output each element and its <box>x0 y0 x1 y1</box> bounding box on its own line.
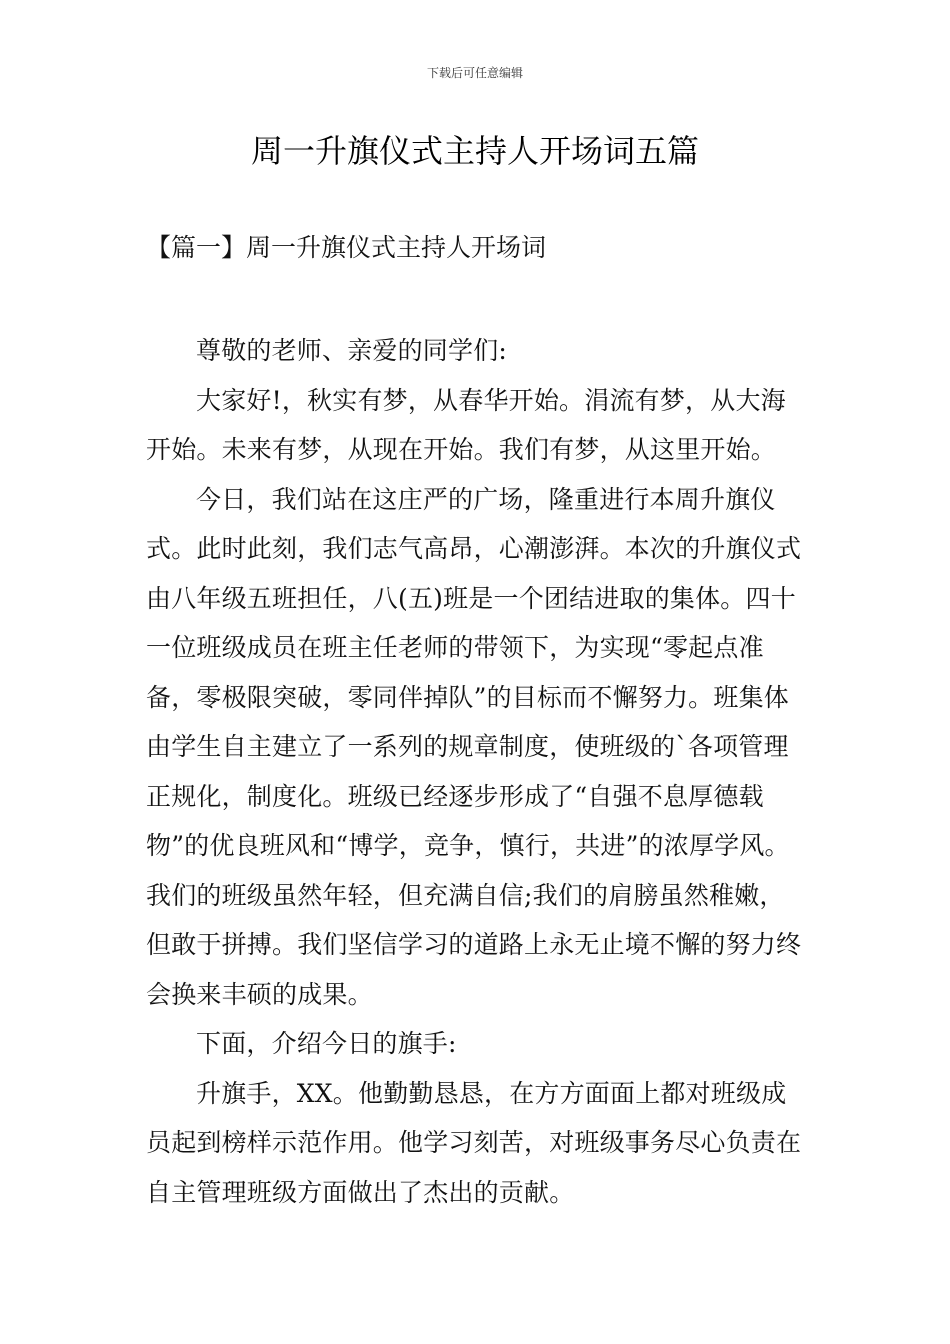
paragraph-class-introduction: 今日，我们站在这庄严的广场，隆重进行本周升旗仪式。此时此刻，我们志气高昂，心潮澎湃。本次的升旗仪式由八年级五班担任，八(五)班是一个团结进取的集体。四十一位班级成员在班主任老师的带领下，为实现“零起点准备，零极限突破，零同伴掉队”的目标而不懈努力。班集体由学生自主建立了一系列的规章制度，使班级的`各项管理正规化，制度化。班级已经逐步形成了“自强不息厚德载物”的优良班风和“博学，竞争，慎行，共进”的浓厚学风。我们的班级虽然年轻，但充满自信;我们的肩膀虽然稚嫩，但敢于拼搏。我们坚信学习的道路上永无止境不懈的努力终会换来丰硕的成果。 <box>146 484 802 1009</box>
document-title: 周一升旗仪式主持人开场词五篇 <box>250 132 699 170</box>
paragraph-flag-bearer-intro: 下面，介绍今日的旗手: <box>196 1029 457 1058</box>
paragraph-flag-bearer: 升旗手，XX。他勤勤恳恳，在方方面面上都对班级成员起到榜样示范作用。他学习刻苦，对班级事务尽心负责在自主管理班级方面做出了杰出的贡献。 <box>146 1078 802 1207</box>
document-body <box>146 326 806 1217</box>
header-note: 下载后可任意编辑 <box>426 66 523 80</box>
section-heading: 【篇一】周一升旗仪式主持人开场词 <box>146 233 547 262</box>
paragraph-greeting: 尊敬的老师、亲爱的同学们: <box>196 336 508 365</box>
paragraph-opening: 大家好!，秋实有梦，从春华开始。涓流有梦，从大海开始。未来有梦，从现在开始。我们有梦，从这里开始。 <box>146 385 786 464</box>
